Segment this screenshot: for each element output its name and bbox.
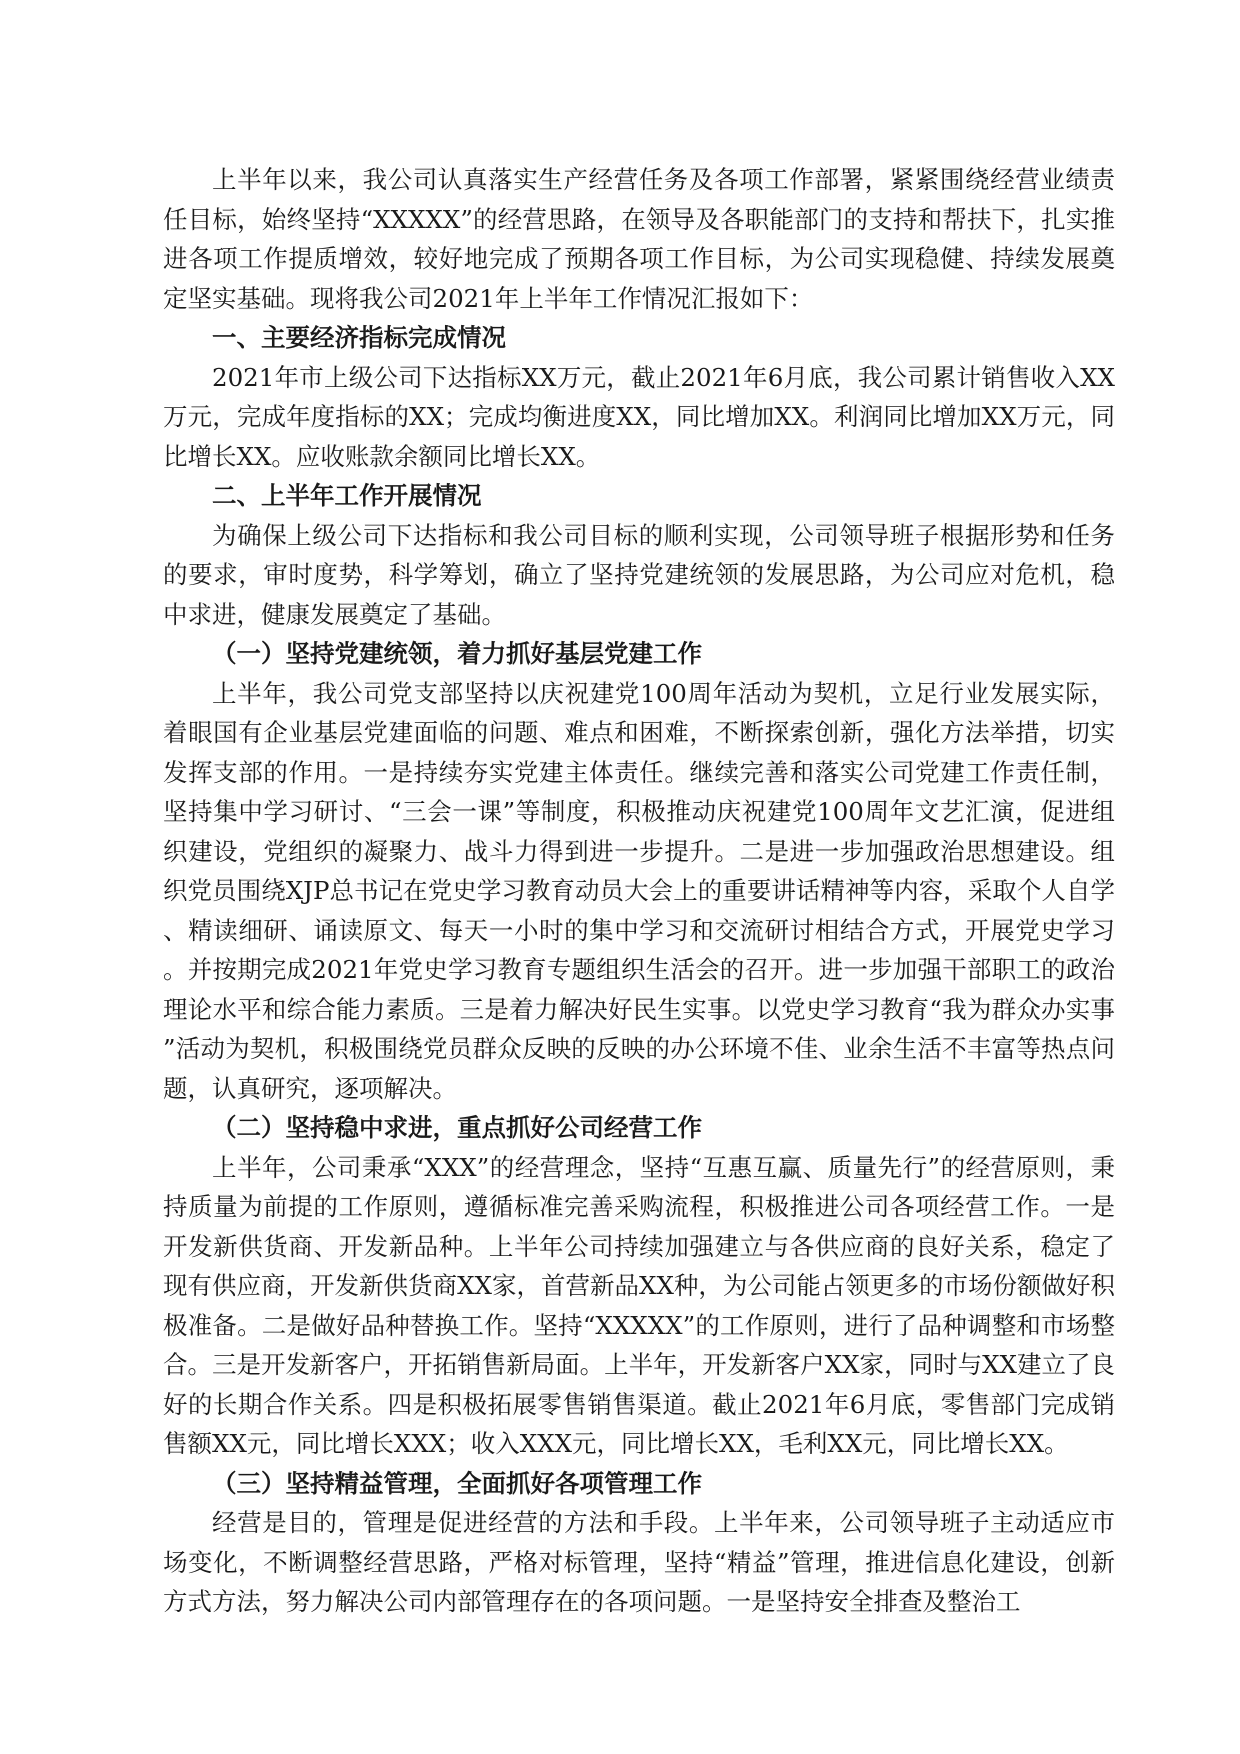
subsection-heading-management: （三）坚持精益管理，全面抓好各项管理工作 (212, 1468, 702, 1498)
intro-paragraph: 上半年以来，我公司认真落实生产经营任务及各项工作部署，紧紧围绕经营业绩责任目标，始终坚持“XXXXX”的经营思路，在领导及各职能部门的支持和帮扶下，扎实推进各项工作提质增效，较好地完成了预期各项工作目标，为公司实现稳健、持续发展奠定坚实基础。现将我公司2021年上半年工作情况汇报如下： (163, 165, 1115, 313)
economic-indicators-paragraph: 2021年市上级公司下达指标XX万元，截止2021年6月底，我公司累计销售收入XX万元，完成年度指标的XX；完成均衡进度XX，同比增加XX。利润同比增加XX万元，同比增长XX。应收账款余额同比增长XX。 (163, 362, 1115, 471)
section-heading-economic-indicators: 一、主要经济指标完成情况 (212, 323, 506, 352)
section-heading-work-progress: 二、上半年工作开展情况 (212, 481, 482, 510)
subsection-heading-party-building: （一）坚持党建统领，着力抓好基层党建工作 (212, 639, 702, 668)
subsection-heading-operations: （二）坚持稳中求进，重点抓好公司经营工作 (212, 1113, 702, 1142)
document-page (163, 160, 1115, 1622)
work-progress-paragraph: 为确保上级公司下达指标和我公司目标的顺利实现，公司领导班子根据形势和任务的要求，审时度势，科学筹划，确立了坚持党建统领的发展思路，为公司应对危机，稳中求进，健康发展奠定了基础。 (163, 520, 1115, 629)
management-paragraph: 经营是目的，管理是促进经营的方法和手段。上半年来，公司领导班子主动适应市场变化，不断调整经营思路，严格对标管理，坚持“精益”管理，推进信息化建设，创新方式方法，努力解决公司内部管理存在的各项问题。一是坚持安全排查及整治工 (163, 1508, 1115, 1616)
party-building-paragraph: 上半年，我公司党支部坚持以庆祝建党100周年活动为契机，立足行业发展实际，着眼国有企业基层党建面临的问题、难点和困难，不断探索创新，强化方法举措，切实发挥支部的作用。一是持续夯实党建主体责任。继续完善和落实公司党建工作责任制，坚持集中学习研讨、“三会一课”等制度，积极推动庆祝建党100周年文艺汇演，促进组织建设，党组织的凝聚力、战斗力得到进一步提升。二是进一步加强政治思想建设。组织党员围绕XJP总书记在党史学习教育动员大会上的重要讲话精神等内容，采取个人自学、精读细研、诵读原文、每天一小时的集中学习和交流研讨相结合方式，开展党史学习。并按期完成2021年党史学习教育专题组织生活会的召开。进一步加强干部职工的政治理论水平和综合能力素质。三是着力解决好民生实事。以党史学习教育“我为群众办实事”活动为契机，积极围绕党员群众反映的反映的办公环境不佳、业余生活不丰富等热点问题，认真研究，逐项解决。 (163, 678, 1115, 1103)
operations-paragraph: 上半年，公司秉承“XXX”的经营理念，坚持“互惠互赢、质量先行”的经营原则，秉持质量为前提的工作原则，遵循标准完善采购流程，积极推进公司各项经营工作。一是开发新供货商、开发新品种。上半年公司持续加强建立与各供应商的良好关系，稳定了现有供应商，开发新供货商XX家，首营新品XX种，为公司能占领更多的市场份额做好积极准备。二是做好品种替换工作。坚持“XXXXX”的工作原则，进行了品种调整和市场整合。三是开发新客户，开拓销售新局面。上半年，开发新客户XX家，同时与XX建立了良好的长期合作关系。四是积极拓展零售销售渠道。截止2021年6月底，零售部门完成销售额XX元，同比增长XXX；收入XXX元，同比增长XX，毛利XX元，同比增长XX。 (163, 1152, 1115, 1458)
